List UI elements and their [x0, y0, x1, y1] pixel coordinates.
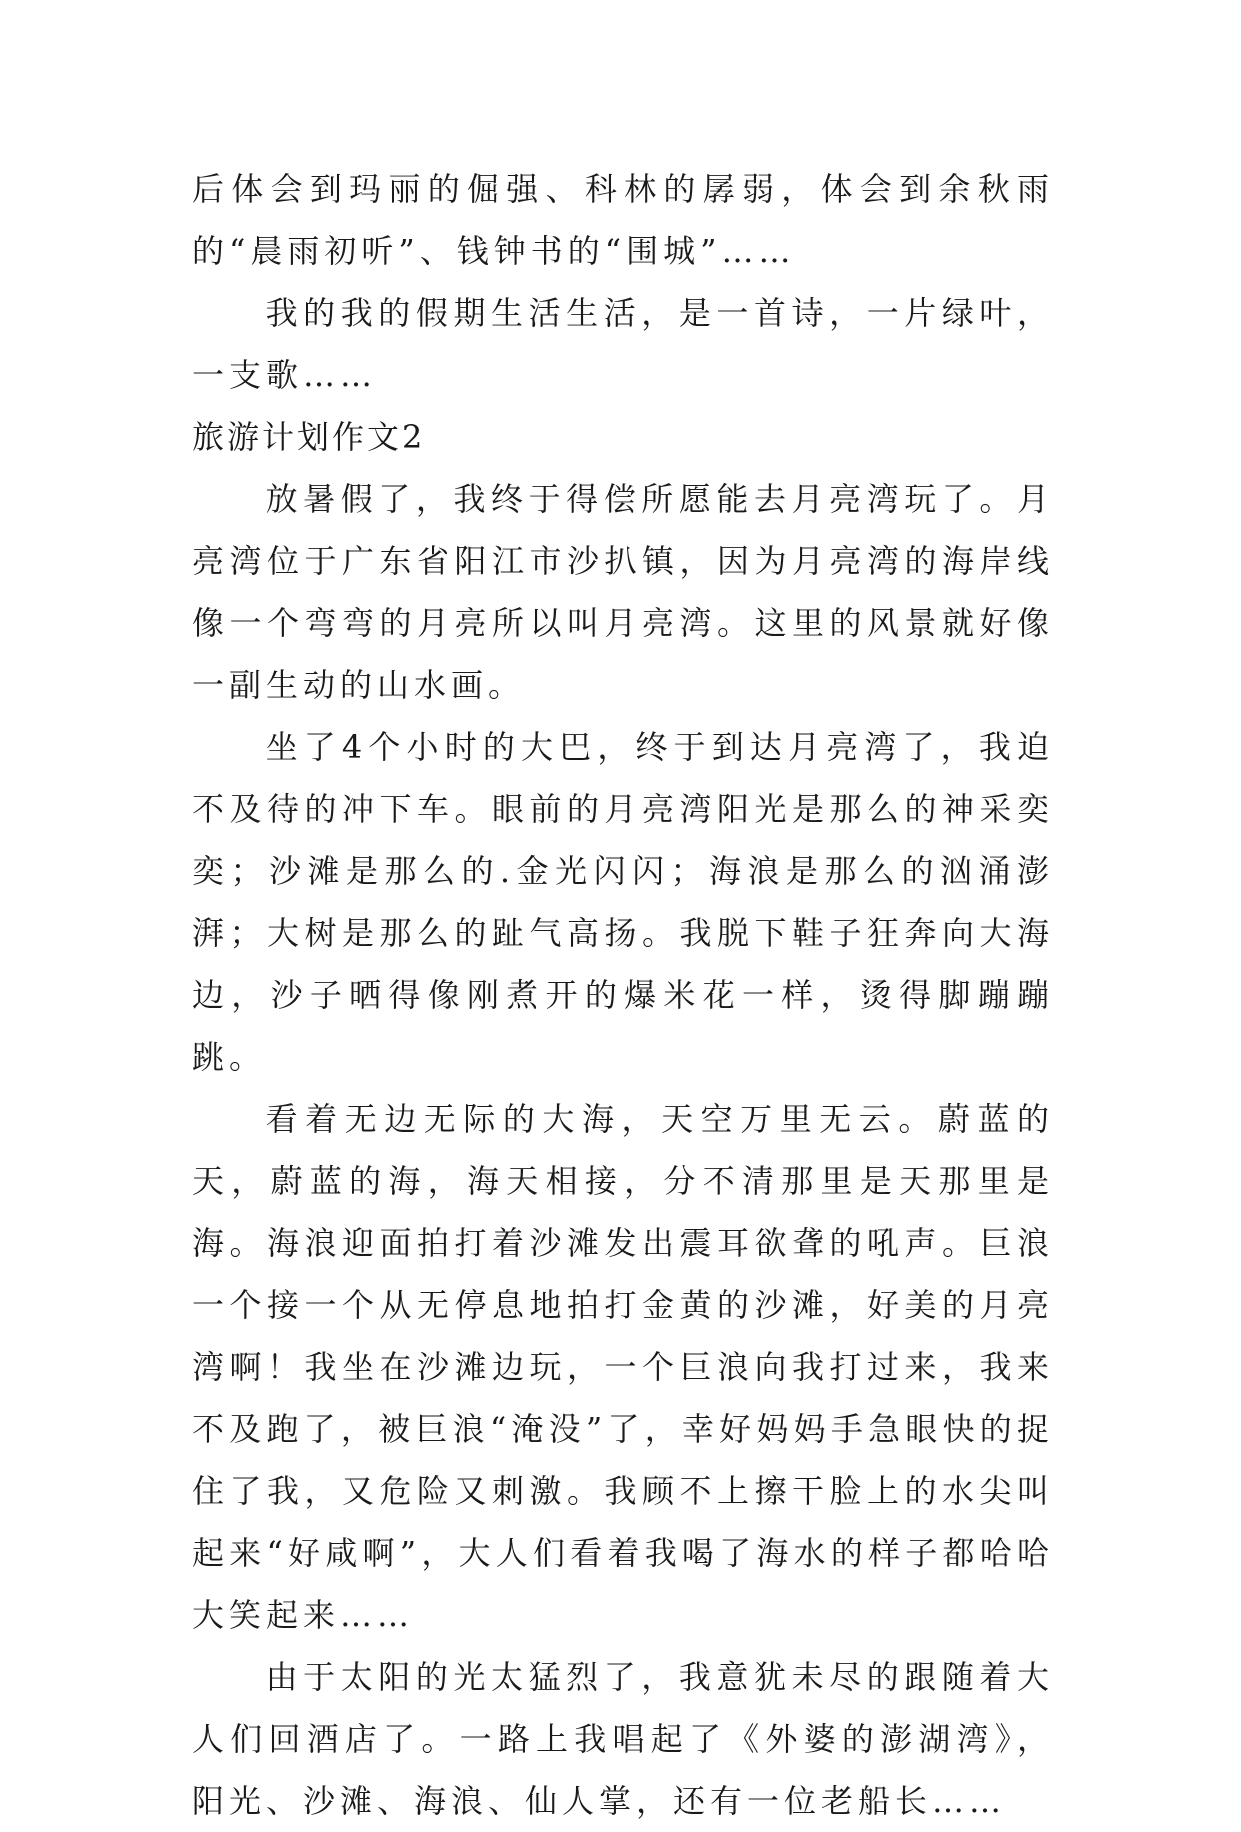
- essay-heading: 旅游计划作文2: [192, 418, 426, 456]
- paragraph-arrival: 坐了4个小时的大巴，终于到达月亮湾了，我迫不及待的冲下车。眼前的月亮湾阳光是那么的神采奕奕；沙滩是那么的.金光闪闪；海浪是那么的汹涌澎湃；大树是那么的趾气高扬。我脱下鞋子狂奔向大海边，沙子晒得像刚煮开的爆米花一样，烫得脚蹦蹦跳。: [192, 728, 1054, 1076]
- paragraph-holiday-life: 我的我的假期生活生活，是一首诗，一片绿叶，一支歌……: [192, 294, 1054, 394]
- paragraph-continuation: 后体会到玛丽的倔强、科林的孱弱，体会到余秋雨的“晨雨初听”、钱钟书的“围城”……: [192, 170, 1054, 270]
- paragraph-sea: 看着无边无际的大海，天空万里无云。蔚蓝的天，蔚蓝的海，海天相接，分不清那里是天那里是海。海浪迎面拍打着沙滩发出震耳欲聋的吼声。巨浪一个接一个从无停息地拍打金黄的沙滩，好美的月亮湾啊！我坐在沙滩边玩，一个巨浪向我打过来，我来不及跑了，被巨浪“淹没”了，幸好妈妈手急眼快的捉住了我，又危险又刺激。我顾不上擦干脸上的水尖叫起来“好咸啊”，大人们看着我喝了海水的样子都哈哈大笑起来……: [192, 1100, 1054, 1634]
- document-page: [192, 158, 1054, 1832]
- paragraph-return: 由于太阳的光太猛烈了，我意犹未尽的跟随着大人们回酒店了。一路上我唱起了《外婆的澎湖湾》，阳光、沙滩、海浪、仙人掌，还有一位老船长……: [192, 1658, 1054, 1820]
- paragraph-summer-vacation: 放暑假了，我终于得偿所愿能去月亮湾玩了。月亮湾位于广东省阳江市沙扒镇，因为月亮湾的海岸线像一个弯弯的月亮所以叫月亮湾。这里的风景就好像一副生动的山水画。: [192, 480, 1054, 704]
